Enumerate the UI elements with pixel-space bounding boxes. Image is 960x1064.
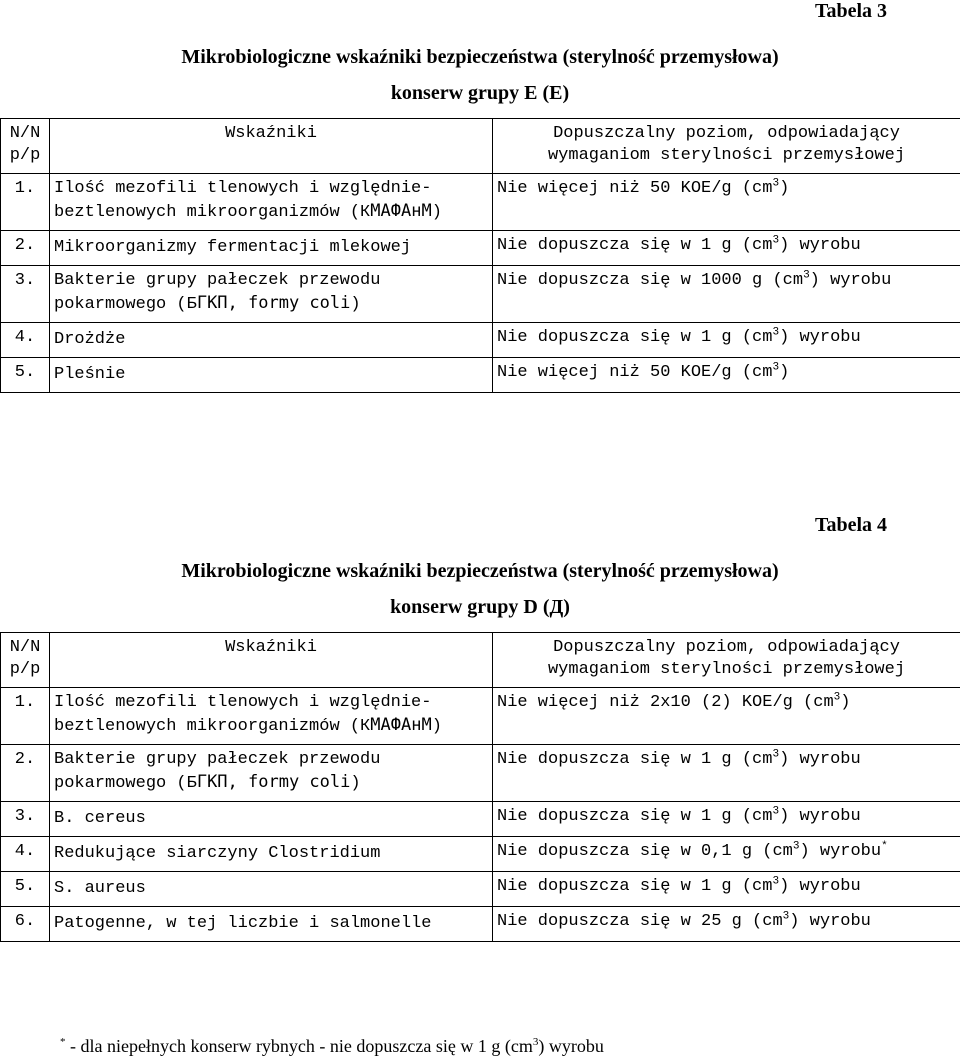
level-text-end: ) wyrobu xyxy=(809,271,892,290)
row-number: 1. xyxy=(1,174,50,231)
table-3-header-row xyxy=(1,119,960,174)
level-text-end: ) wyrobu* xyxy=(799,840,888,861)
unit-superscript: 3 xyxy=(772,234,780,247)
indicator-cell xyxy=(50,174,493,231)
header-col-indicators: Wskaźniki xyxy=(50,119,493,174)
indicator-text: Pleśnie xyxy=(54,365,126,384)
level-text: Nie więcej niż 2x10 (2) KOE/g (cm xyxy=(497,693,834,712)
level-text-end: ) xyxy=(779,363,790,382)
level-cell xyxy=(493,323,960,358)
unit-superscript: 3 xyxy=(772,326,780,339)
footnote-tail: ) wyrobu xyxy=(538,1036,604,1056)
indicator-text: Ilość mezofili tlenowych i względnie-beztlenowych mikroorganizmów (К xyxy=(54,179,432,222)
level-cell xyxy=(493,872,960,907)
level-cell xyxy=(493,837,960,872)
table-4-title-line2: konserw grupy D (Д) xyxy=(390,596,570,618)
unit-superscript: 3 xyxy=(782,910,790,923)
table-row xyxy=(1,837,960,872)
indicator-abbreviation: МАФАнМ xyxy=(370,201,432,221)
table-4-body xyxy=(1,688,960,942)
indicator-text: Ilość mezofili tlenowych i względnie-beztlenowych mikroorganizmów (К xyxy=(54,693,432,736)
indicator-text: B. cereus xyxy=(54,809,146,828)
indicator-text: Bakterie grupy pałeczek przewodu pokarmowego (Б xyxy=(54,271,381,314)
level-text-end: ) wyrobu xyxy=(779,750,861,769)
table-4 xyxy=(0,632,960,942)
level-cell xyxy=(493,174,960,231)
level-cell xyxy=(493,745,960,802)
row-number: 5. xyxy=(1,872,50,907)
table-row xyxy=(1,802,960,837)
indicator-cell xyxy=(50,872,493,907)
level-cell xyxy=(493,688,960,745)
row-number: 5. xyxy=(1,358,50,393)
table-row xyxy=(1,266,960,323)
unit-superscript: 3 xyxy=(803,269,810,282)
indicator-text: Bakterie grupy pałeczek przewodu pokarmowego (Б xyxy=(54,750,381,793)
indicator-text: Redukujące siarczyny Clostridium xyxy=(54,844,381,863)
table-row xyxy=(1,231,960,266)
header-col-number: N/N p/p xyxy=(1,633,50,688)
table-row xyxy=(1,358,960,393)
header-col-number: N/N p/p xyxy=(1,119,50,174)
level-text: Nie dopuszcza się w 1 g (cm xyxy=(497,328,773,347)
indicator-abbreviation: МАФАнМ xyxy=(370,715,432,735)
level-text: Nie dopuszcza się w 1 g (cm xyxy=(497,807,773,826)
level-text: Nie więcej niż 50 KOE/g (cm xyxy=(497,179,773,198)
level-text: Nie dopuszcza się w 25 g (cm xyxy=(497,912,783,931)
table-row xyxy=(1,872,960,907)
table-row xyxy=(1,174,960,231)
table-4-title-line1: Mikrobiologiczne wskaźniki bezpieczeństwa (sterylność przemysłowa) xyxy=(181,560,779,582)
indicator-cell xyxy=(50,266,493,323)
table-row xyxy=(1,745,960,802)
level-text: Nie dopuszcza się w 1 g (cm xyxy=(497,750,773,769)
indicator-text-end: ) xyxy=(431,717,442,736)
level-cell xyxy=(493,358,960,393)
indicator-text: S. aureus xyxy=(54,879,146,898)
indicator-text-end: ) xyxy=(350,295,361,314)
indicator-cell xyxy=(50,907,493,942)
row-number: 2. xyxy=(1,745,50,802)
header-col-indicators: Wskaźniki xyxy=(50,633,493,688)
level-cell xyxy=(493,907,960,942)
level-text: Nie dopuszcza się w 0,1 g (cm xyxy=(497,842,793,861)
footnote-marker: * xyxy=(60,1036,66,1048)
indicator-text: Mikroorganizmy fermentacji mlekowej xyxy=(54,238,412,257)
row-number: 4. xyxy=(1,837,50,872)
indicator-cell xyxy=(50,688,493,745)
footnote xyxy=(60,1036,604,1057)
row-number: 1. xyxy=(1,688,50,745)
row-number: 3. xyxy=(1,802,50,837)
indicator-text: Drożdże xyxy=(54,330,126,349)
level-text-end: ) wyrobu xyxy=(779,236,861,255)
level-cell xyxy=(493,802,960,837)
header-col-level: Dopuszczalny poziom, odpowiadający wymaganiom sterylności przemysłowej xyxy=(493,119,960,174)
table-3-label: Tabela 3 xyxy=(815,0,888,22)
level-text: Nie więcej niż 50 KOE/g (cm xyxy=(497,363,773,382)
footnote-superscript: 3 xyxy=(532,1036,539,1048)
indicator-cell xyxy=(50,231,493,266)
indicator-cell xyxy=(50,837,493,872)
indicator-cell xyxy=(50,745,493,802)
level-text-end: ) wyrobu xyxy=(789,912,871,931)
unit-superscript: 3 xyxy=(772,177,780,190)
table-row xyxy=(1,323,960,358)
indicator-abbreviation: ГКП, formy coli xyxy=(196,293,351,313)
level-text-end: ) wyrobu xyxy=(779,328,861,347)
table-3-title-line2: konserw grupy E (E) xyxy=(390,82,570,104)
table-3 xyxy=(0,118,960,393)
row-number: 6. xyxy=(1,907,50,942)
unit-superscript: 3 xyxy=(772,805,780,818)
unit-superscript: 3 xyxy=(792,840,800,853)
indicator-text-end: ) xyxy=(350,774,361,793)
level-text-end: ) xyxy=(779,179,790,198)
level-cell xyxy=(493,231,960,266)
row-number: 4. xyxy=(1,323,50,358)
level-cell xyxy=(493,266,960,323)
indicator-cell xyxy=(50,358,493,393)
level-text-end: ) wyrobu xyxy=(779,807,861,826)
row-number: 2. xyxy=(1,231,50,266)
indicator-cell xyxy=(50,323,493,358)
header-col-level: Dopuszczalny poziom, odpowiadający wymaganiom sterylności przemysłowej xyxy=(493,633,960,688)
indicator-text-end: ) xyxy=(431,203,442,222)
row-number: 3. xyxy=(1,266,50,323)
unit-superscript: 3 xyxy=(772,361,780,374)
footnote-reference: * xyxy=(881,840,888,853)
table-row xyxy=(1,688,960,745)
table-row xyxy=(1,907,960,942)
unit-superscript: 3 xyxy=(772,875,780,888)
indicator-abbreviation: ГКП, formy coli xyxy=(196,772,351,792)
unit-superscript: 3 xyxy=(833,691,841,704)
level-text: Nie dopuszcza się w 1 g (cm xyxy=(497,236,773,255)
footnote-text: - dla niepełnych konserw rybnych - nie dopuszcza się w 1 g (cm xyxy=(65,1036,533,1056)
level-text: Nie dopuszcza się w 1 g (cm xyxy=(497,877,773,896)
indicator-text: Patogenne, w tej liczbie i salmonelle xyxy=(54,914,432,933)
level-text: Nie dopuszcza się w 1000 g (cm xyxy=(497,271,804,290)
unit-superscript: 3 xyxy=(772,748,780,761)
level-text-end: ) xyxy=(840,693,851,712)
table-4-header-row xyxy=(1,633,960,688)
indicator-cell xyxy=(50,802,493,837)
table-3-title-line1: Mikrobiologiczne wskaźniki bezpieczeństwa (sterylność przemysłowa) xyxy=(181,46,779,68)
table-4-label: Tabela 4 xyxy=(815,514,888,536)
level-text-end: ) wyrobu xyxy=(779,877,861,896)
table-3-body xyxy=(1,174,960,393)
